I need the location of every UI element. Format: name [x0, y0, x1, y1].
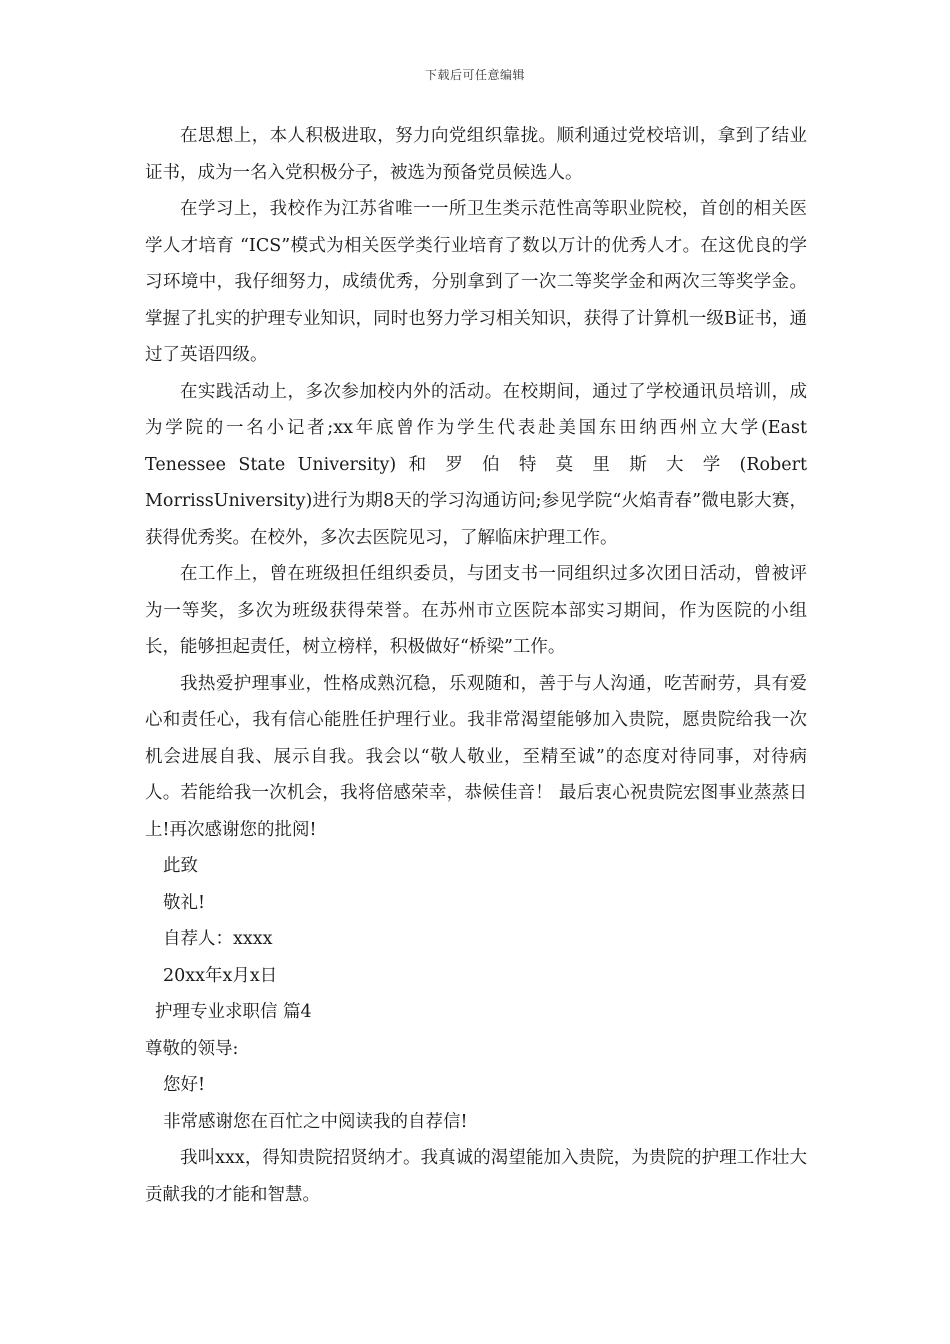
- paragraph-passion: 我热爱护理事业，性格成熟沉稳，乐观随和，善于与人沟通，吃苦耐劳，具有爱心和责任心，我有信心能胜任护理行业。我非常渴望能够加入贵院，愿贵院给我一次机会进展自我、展示自我。我会以“敬人敬业，至精至诚”的态度对待同事，对待病人。若能给我一次机会，我将倍感荣幸，恭候佳音！ 最后衷心祝贵院宏图事业蒸蒸日上!再次感谢您的批阅!: [145, 673, 807, 840]
- date: 20xx年x月x日: [163, 965, 278, 986]
- thanks-line: 非常感谢您在百忙之中阅读我的自荐信!: [163, 1111, 468, 1132]
- salutation: 尊敬的领导:: [145, 1038, 239, 1059]
- closing-line-1: 此致: [163, 856, 198, 876]
- page-header: 下载后可任意编辑: [424, 68, 525, 82]
- paragraph-study: 在学习上，我校作为江苏省唯一一所卫生类示范性高等职业院校，首创的相关医学人才培育 “ICS”模式为相关医学类行业培育了数以万计的优秀人才。在这优良的学习环境中，我仔细努力，成绩优秀，分别拿到了一次二等奖学金和两次三等奖学金。掌握了扎实的护理专业知识，同时也努力学习相关知识，获得了计算机一级B证书，通过了英语四级。: [145, 199, 807, 365]
- document-body: [145, 118, 807, 1213]
- closing-line-2: 敬礼!: [163, 892, 206, 913]
- paragraph-practice: 在实践活动上，多次参加校内外的活动。在校期间，通过了学校通讯员培训，成为学院的一名小记者;xx年底曾作为学生代表赴美国东田纳西州立大学(East Tenessee State University) 和 罗 伯 特 莫 里 斯 大 学 (Robert MorrissUniversity)进行为期8天的学习沟通访问;参见学院“火焰青春”微电影大赛，获得优秀奖。在校外，多次去医院见习，了解临床护理工作。: [145, 381, 807, 548]
- section-title: 护理专业求职信 篇4: [155, 1002, 312, 1022]
- paragraph-intro: 我叫xxx，得知贵院招贤纳才。我真诚的渴望能加入贵院，为贵院的护理工作壮大贡献我的才能和智慧。: [145, 1148, 807, 1205]
- greeting: 您好!: [163, 1075, 206, 1095]
- paragraph-ideology: 在思想上，本人积极进取，努力向党组织靠拢。顺利通过党校培训，拿到了结业证书，成为一名入党积极分子，被选为预备党员候选人。: [145, 126, 807, 183]
- paragraph-work: 在工作上，曾在班级担任组织委员，与团支书一同组织过多次团日活动，曾被评为一等奖，多次为班级获得荣誉。在苏州市立医院本部实习期间，作为医院的小组长，能够担起责任，树立榜样，积极做好“桥梁”工作。: [145, 564, 807, 657]
- signer: 自荐人：xxxx: [163, 929, 273, 949]
